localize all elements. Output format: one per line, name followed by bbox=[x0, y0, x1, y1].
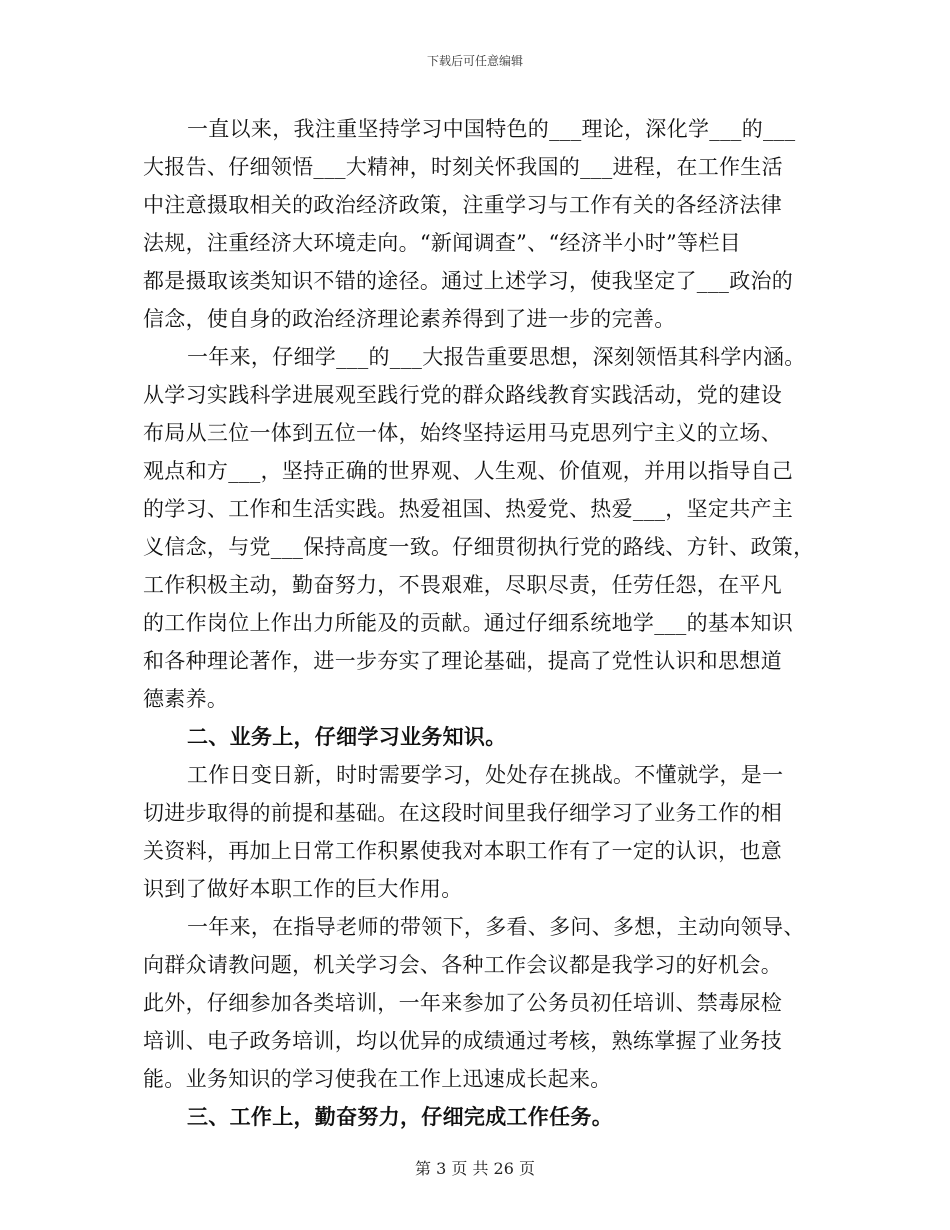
paragraph-line: 的学习、工作和生活实践。热爱祖国、热爱党、热爱___，坚定共产主 bbox=[143, 497, 794, 521]
paragraph-line: 的工作岗位上作出力所能及的贡献。通过仔细系统地学___的基本知识 bbox=[143, 611, 794, 635]
paragraph-line: 一直以来，我注重坚持学习中国特色的___理论，深化学___的___ bbox=[187, 117, 796, 141]
paragraph-line: 从学习实践科学进展观至践行党的群众路线教育实践活动，党的建设 bbox=[143, 383, 782, 407]
paragraph-line: 法规，注重经济大环境走向。“新闻调查”、“经济半小时”等栏目 bbox=[143, 231, 741, 255]
paragraph-line: 识到了做好本职工作的巨大作用。 bbox=[143, 877, 463, 901]
page-header-note: 下载后可任意编辑 bbox=[426, 54, 523, 68]
paragraph-line: 向群众请教问题，机关学习会、各种工作会议都是我学习的好机会。 bbox=[143, 953, 782, 977]
page-number-footer: 第 3 页 共 26 页 bbox=[415, 1159, 535, 1178]
paragraph-line: 和各种理论著作，进一步夯实了理论基础，提高了党性认识和思想道 bbox=[143, 649, 782, 673]
paragraph-line: 工作日变日新，时时需要学习，处处存在挑战。不懂就学，是一 bbox=[187, 763, 784, 787]
paragraph-line: 信念，使自身的政治经济理论素养得到了进一步的完善。 bbox=[143, 307, 676, 331]
paragraph-line: 一年来，仔细学___的___大报告重要思想，深刻领悟其科学内涵。 bbox=[187, 345, 806, 369]
paragraph-line: 观点和方___，坚持正确的世界观、人生观、价值观，并用以指导自己 bbox=[143, 459, 794, 483]
section-heading: 三、工作上，勤奋努力，仔细完成工作任务。 bbox=[187, 1104, 613, 1129]
paragraph-line: 培训、电子政务培训，均以优异的成绩通过考核，熟练掌握了业务技 bbox=[143, 1029, 782, 1053]
paragraph-line: 都是摄取该类知识不错的途径。通过上述学习，使我坚定了___政治的 bbox=[143, 269, 794, 293]
paragraph-line: 德素养。 bbox=[143, 687, 229, 711]
paragraph-line: 大报告、仔细领悟___大精神，时刻关怀我国的___进程，在工作生活 bbox=[143, 155, 783, 179]
paragraph-line: 布局从三位一体到五位一体，始终坚持运用马克思列宁主义的立场、 bbox=[143, 421, 782, 445]
paragraph-line: 切进步取得的前提和基础。在这段时间里我仔细学习了业务工作的相 bbox=[143, 801, 782, 825]
paragraph-line: 中注意摄取相关的政治经济政策，注重学习与工作有关的各经济法律 bbox=[143, 193, 782, 217]
section-heading: 二、业务上，仔细学习业务知识。 bbox=[187, 724, 507, 749]
paragraph-line: 能。业务知识的学习使我在工作上迅速成长起来。 bbox=[143, 1067, 612, 1091]
paragraph-line: 一年来，在指导老师的带领下，多看、多问、多想，主动向领导、 bbox=[187, 915, 805, 939]
paragraph-line: 此外，仔细参加各类培训，一年来参加了公务员初任培训、禁毒尿检 bbox=[143, 991, 782, 1015]
document-body bbox=[143, 110, 813, 1136]
paragraph-line: 关资料，再加上日常工作积累使我对本职工作有了一定的认识，也意 bbox=[143, 839, 782, 863]
paragraph-line: 工作积极主动，勤奋努力，不畏艰难，尽职尽责，任劳任怨，在平凡 bbox=[143, 573, 782, 597]
paragraph-line: 义信念，与党___保持高度一致。仔细贯彻执行党的路线、方针、政策， bbox=[143, 535, 815, 559]
